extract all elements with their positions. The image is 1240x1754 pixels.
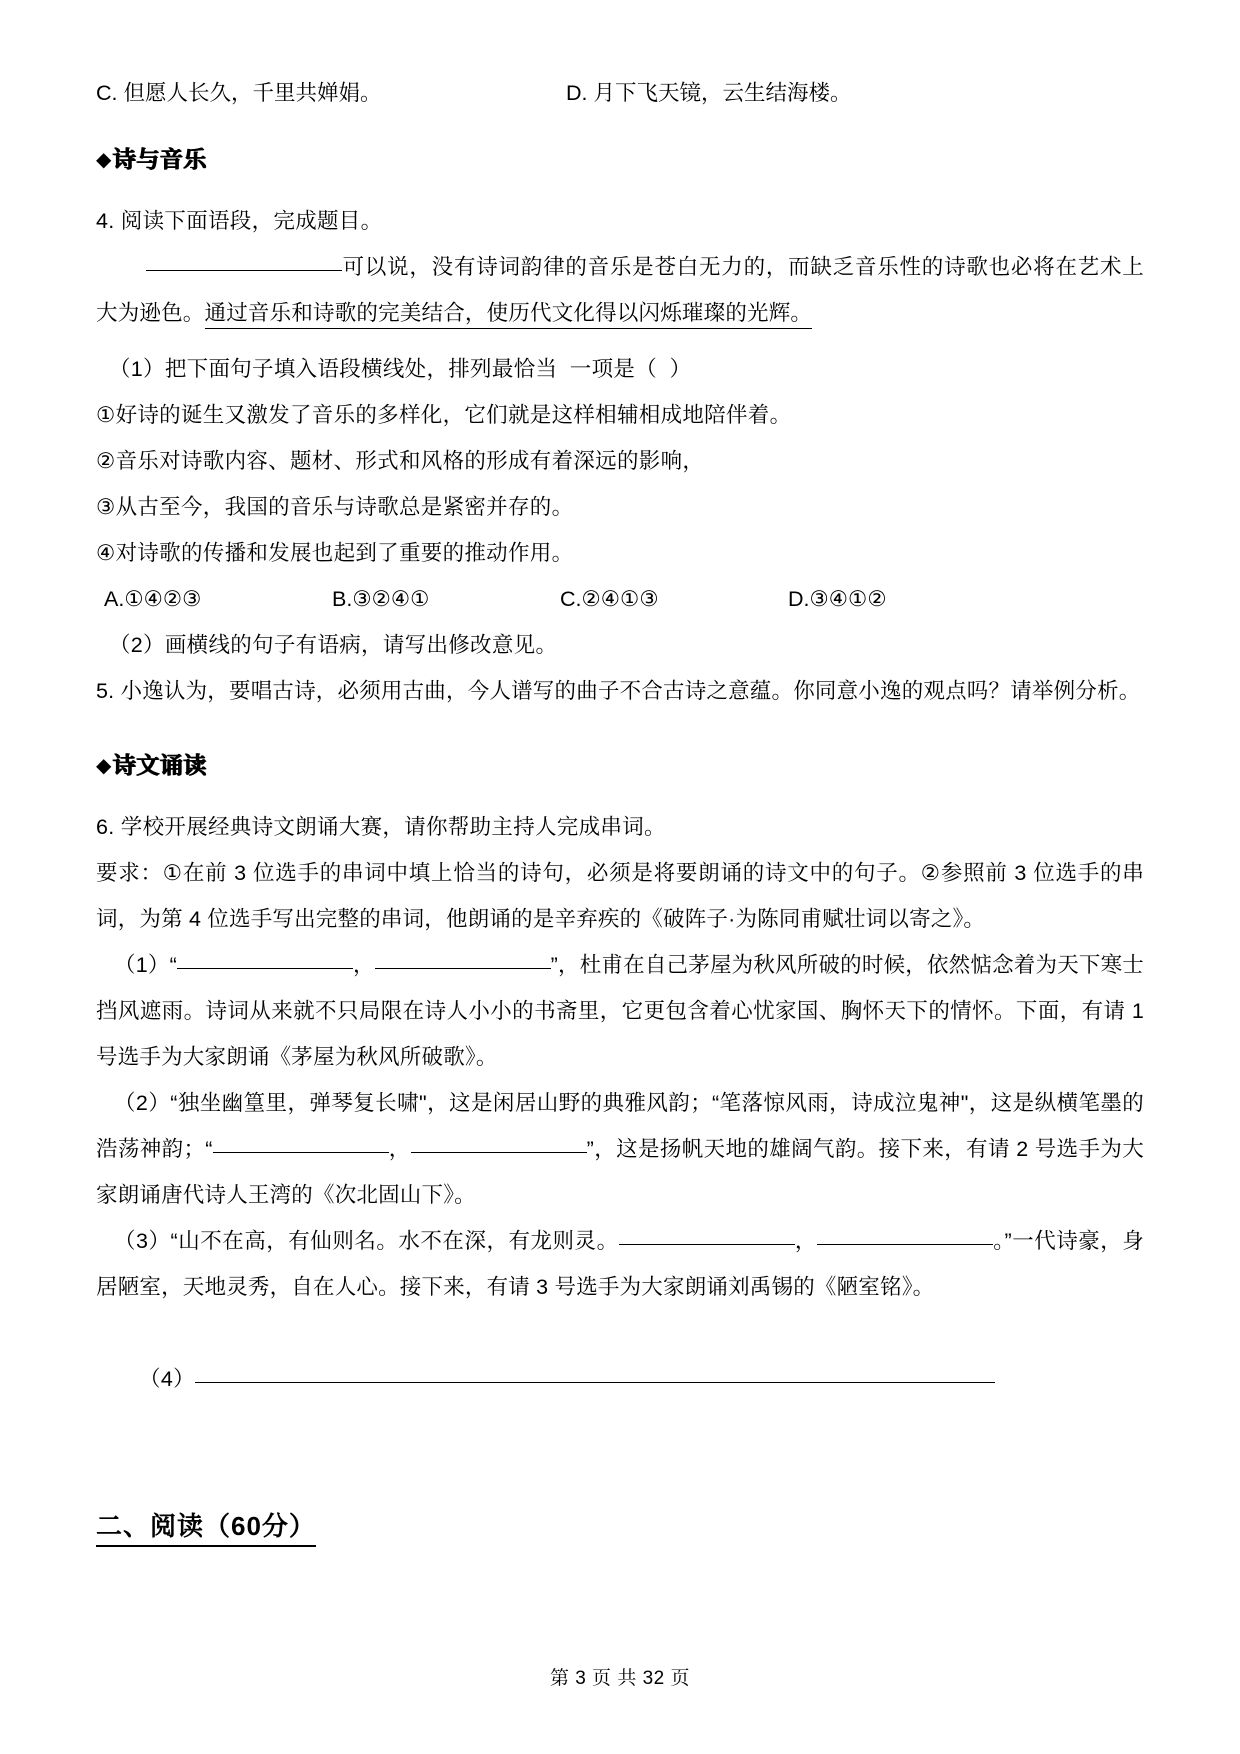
q6-1-blank-1[interactable] <box>177 968 353 969</box>
option-b[interactable]: B.③②④① <box>332 587 430 611</box>
q6-2-blank-2[interactable] <box>411 1152 587 1153</box>
sentence-item-3: ③从古至今，我国的音乐与诗歌总是紧密并存的。 <box>96 495 574 519</box>
top-choice-row <box>96 70 1144 116</box>
section-heading-label-2: 诗文诵读 <box>112 752 207 778</box>
option-a[interactable]: A.①④②③ <box>104 587 202 611</box>
option-c[interactable]: C.②④①③ <box>560 587 659 611</box>
q6-3-blank-2[interactable] <box>817 1244 993 1245</box>
sentence-item-1: ①好诗的诞生又激发了音乐的多样化，它们就是这样相辅相成地陪伴着。 <box>96 403 792 427</box>
q6-3-prefix: （3）“山不在高，有仙则名。水不在深，有龙则灵。 <box>114 1229 619 1253</box>
section-heading-poetry-recitation <box>96 744 1144 788</box>
question-4-2: （2）画横线的句子有语病，请写出修改意见。 <box>109 633 558 657</box>
section-heading-label: 诗与音乐 <box>112 146 207 172</box>
q6-3-blank-1[interactable] <box>619 1244 795 1245</box>
q6-2-suffix: ”，这是扬帆天地的雄阔气韵。接下来，有请 2 号选手为大家朗诵唐代诗人王湾的《次北固山下》。 <box>96 1137 1144 1207</box>
passage-blank[interactable] <box>146 270 342 271</box>
q6-3-suffix: 。”一代诗豪，身居陋室，天地灵秀，自在人心。接下来，有请 3 号选手为大家朗诵刘禹锡的《陋室铭》。 <box>96 1229 1145 1299</box>
passage-text-part1: 可以说，没有诗词韵律的音乐是苍白无力的，而缺乏音乐性的诗歌也必将在艺术上大为逊色。 <box>96 255 1144 325</box>
question-4-1-options <box>96 576 1144 622</box>
q6-4-label: （4） <box>139 1367 195 1391</box>
question-4-passage <box>96 244 1144 336</box>
question-4-stem: 4. 阅读下面语段，完成题目。 <box>96 209 383 233</box>
choice-option-d: D. 月下飞天镜，云生结海楼。 <box>566 81 852 105</box>
question-6-1 <box>96 942 1144 1080</box>
diamond-icon-2: ◆ <box>96 755 112 777</box>
section-heading-poetry-music <box>96 138 1144 182</box>
part-two-wrapper <box>96 1468 1144 1547</box>
q6-4-answer-blank[interactable] <box>195 1382 995 1383</box>
q6-1-suffix: ”，杜甫在自己茅屋为秋风所破的时候，依然惦念着为天下寒士挡风遮雨。诗词从来就不只局限在诗人小小的书斋里，它更包含着心忧家国、胸怀天下的情怀。下面，有请 1 号选手为大家朗诵《茅屋为秋风所破歌》。 <box>96 953 1145 1069</box>
q6-2-comma: ， <box>388 1137 411 1161</box>
question-6-requirement: 要求：①在前 3 位选手的串词中填上恰当的诗句，必须是将要朗诵的诗文中的句子。②参照前 3 位选手的串词，为第 4 位选手写出完整的串词，他朗诵的是辛弃疾的《破阵子·为陈同甫赋壮词以寄之》。 <box>96 861 1144 931</box>
q6-2-blank-1[interactable] <box>213 1152 389 1153</box>
question-6-stem: 6. 学校开展经典诗文朗诵大赛，请你帮助主持人完成串词。 <box>96 815 666 839</box>
question-6-3 <box>96 1218 1144 1310</box>
passage-underlined-sentence: 通过音乐和诗歌的完美结合，使历代文化得以闪烁璀璨的光辉。 <box>205 301 813 329</box>
sentence-item-4: ④对诗歌的传播和发展也起到了重要的推动作用。 <box>96 541 574 565</box>
choice-option-c: C. 但愿人长久，千里共婵娟。 <box>96 81 382 105</box>
question-5: 5. 小逸认为，要唱古诗，必须用古曲，今人谱写的曲子不合古诗之意蕴。你同意小逸的观点吗？请举例分析。 <box>96 679 1141 703</box>
q6-1-comma: ， <box>352 953 375 977</box>
option-d[interactable]: D.③④①② <box>788 587 887 611</box>
question-6-4 <box>96 1310 1144 1448</box>
q6-2-prefix: （2）“独坐幽篁里，弹琴复长啸"，这是闲居山野的典雅风韵；“笔落惊风雨，诗成泣鬼神"，这是纵横笔墨的浩荡神韵；“ <box>96 1091 1144 1161</box>
question-4-1: （1）把下面句子填入语段横线处，排列最恰当 一项是（ ） <box>109 357 692 381</box>
page-footer: 第 3 页 共 32 页 <box>549 1668 691 1689</box>
q6-3-comma: ， <box>794 1229 817 1253</box>
sentence-item-2: ②音乐对诗歌内容、题材、形式和风格的形成有着深远的影响， <box>96 449 705 473</box>
question-6-2 <box>96 1080 1144 1218</box>
q6-1-blank-2[interactable] <box>375 968 551 969</box>
q6-1-prefix: （1）“ <box>114 953 177 977</box>
part-two-heading: 二、阅读（60分） <box>96 1506 316 1547</box>
diamond-icon: ◆ <box>96 149 112 171</box>
